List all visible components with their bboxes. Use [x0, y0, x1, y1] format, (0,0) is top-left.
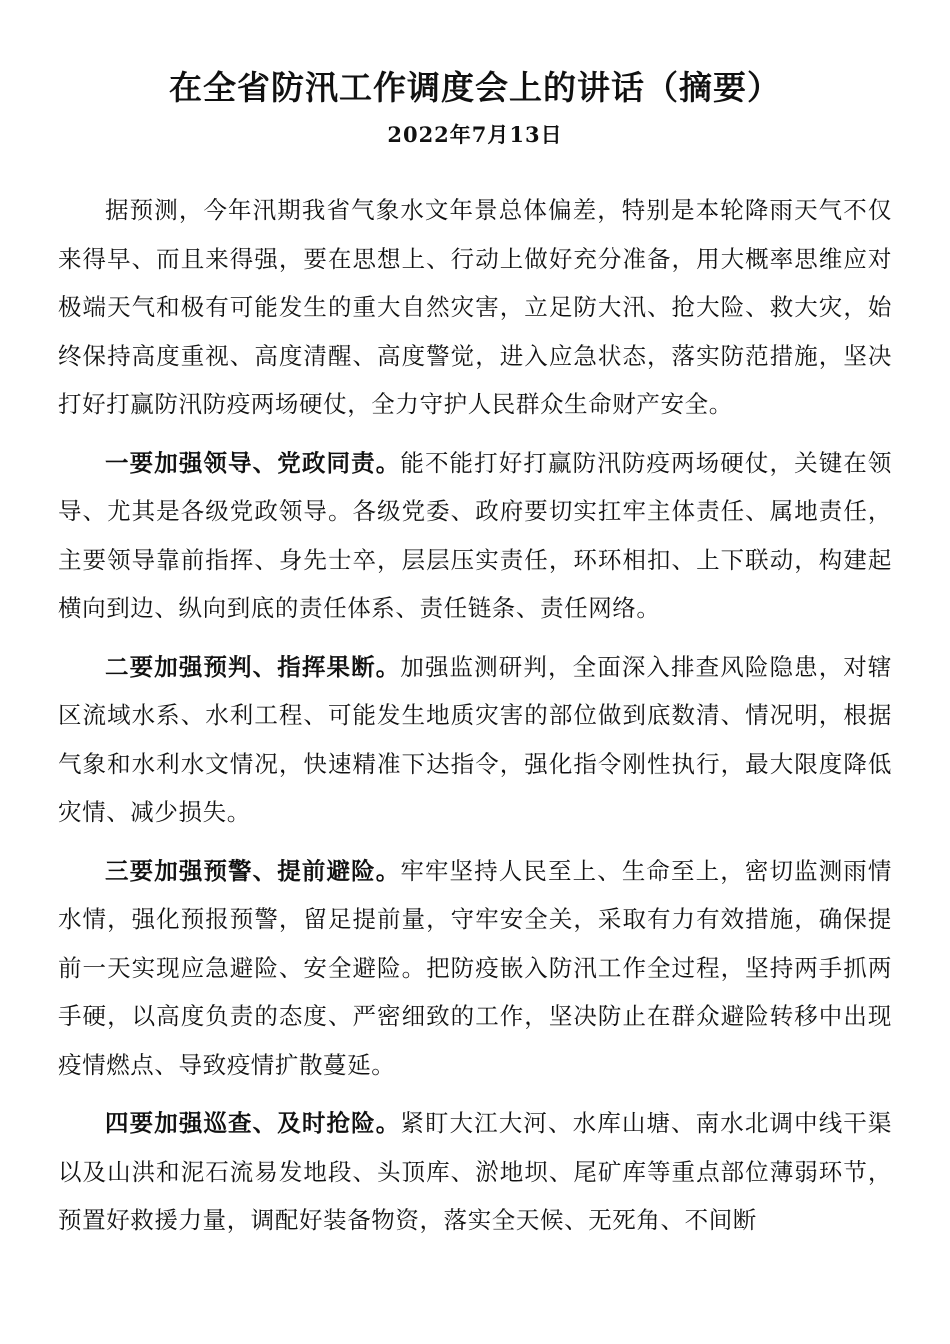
- section-paragraph-3: [58, 847, 892, 1090]
- document-body: [58, 186, 892, 1245]
- section-heading-1: 一要加强领导、党政同责。: [105, 448, 401, 477]
- section-text-2: 加强监测研判，全面深入排查风险隐患，对辖区流域水系、水利工程、可能发生地质灾害的部位做到底数清、情况明，根据气象和水利水文情况，快速精准下达指令，强化指令刚性执行，最大限度降低灾情、减少损失。: [58, 652, 893, 826]
- section-text-1: 能不能打好打赢防汛防疫两场硬仗，关键在领导、尤其是各级党政领导。各级党委、政府要切实扛牢主体责任、属地责任，主要领导靠前指挥、身先士卒，层层压实责任，环环相扣、上下联动，构建起横向到边、纵向到底的责任体系、责任链条、责任网络。: [58, 448, 893, 622]
- section-heading-4: 四要加强巡查、及时抢险。: [105, 1109, 401, 1137]
- document-title: 在全省防汛工作调度会上的讲话（摘要）: [169, 68, 781, 107]
- section-text-4: 紧盯大江大河、水库山塘、南水北调中线干渠以及山洪和泥石流易发地段、头顶库、淤地坝、尾矿库等重点部位薄弱环节，预置好救援力量，调配好装备物资，落实全天候、无死角、不间断: [58, 1109, 893, 1234]
- intro-text: 据预测，今年汛期我省气象水文年景总体偏差，特别是本轮降雨天气不仅来得早、而且来得强，要在思想上、行动上做好充分准备，用大概率思维应对极端天气和极有可能发生的重大自然灾害，立足防大汛、抢大险、救大灾，始终保持高度重视、高度清醒、高度警觉，进入应急状态，落实防范措施，坚决打好打赢防汛防疫两场硬仗，全力守护人民群众生命财产安全。: [58, 196, 892, 418]
- intro-paragraph: [58, 186, 892, 429]
- document-date: 2022年7月13日: [387, 122, 563, 147]
- section-paragraph-1: [58, 439, 892, 633]
- section-heading-2: 二要加强预判、指挥果断。: [105, 652, 401, 681]
- section-heading-3: 三要加强预警、提前避险。: [105, 856, 401, 885]
- section-text-3: 牢牢坚持人民至上、生命至上，密切监测雨情水情，强化预报预警，留足提前量，守牢安全关，采取有力有效措施，确保提前一天实现应急避险、安全避险。把防疫嵌入防汛工作全过程，坚持两手抓两手硬，以高度负责的态度、严密细致的工作，坚决防止在群众避险转移中出现疫情燃点、导致疫情扩散蔓延。: [58, 856, 893, 1079]
- section-paragraph-4: [58, 1099, 892, 1245]
- section-paragraph-2: [58, 643, 892, 837]
